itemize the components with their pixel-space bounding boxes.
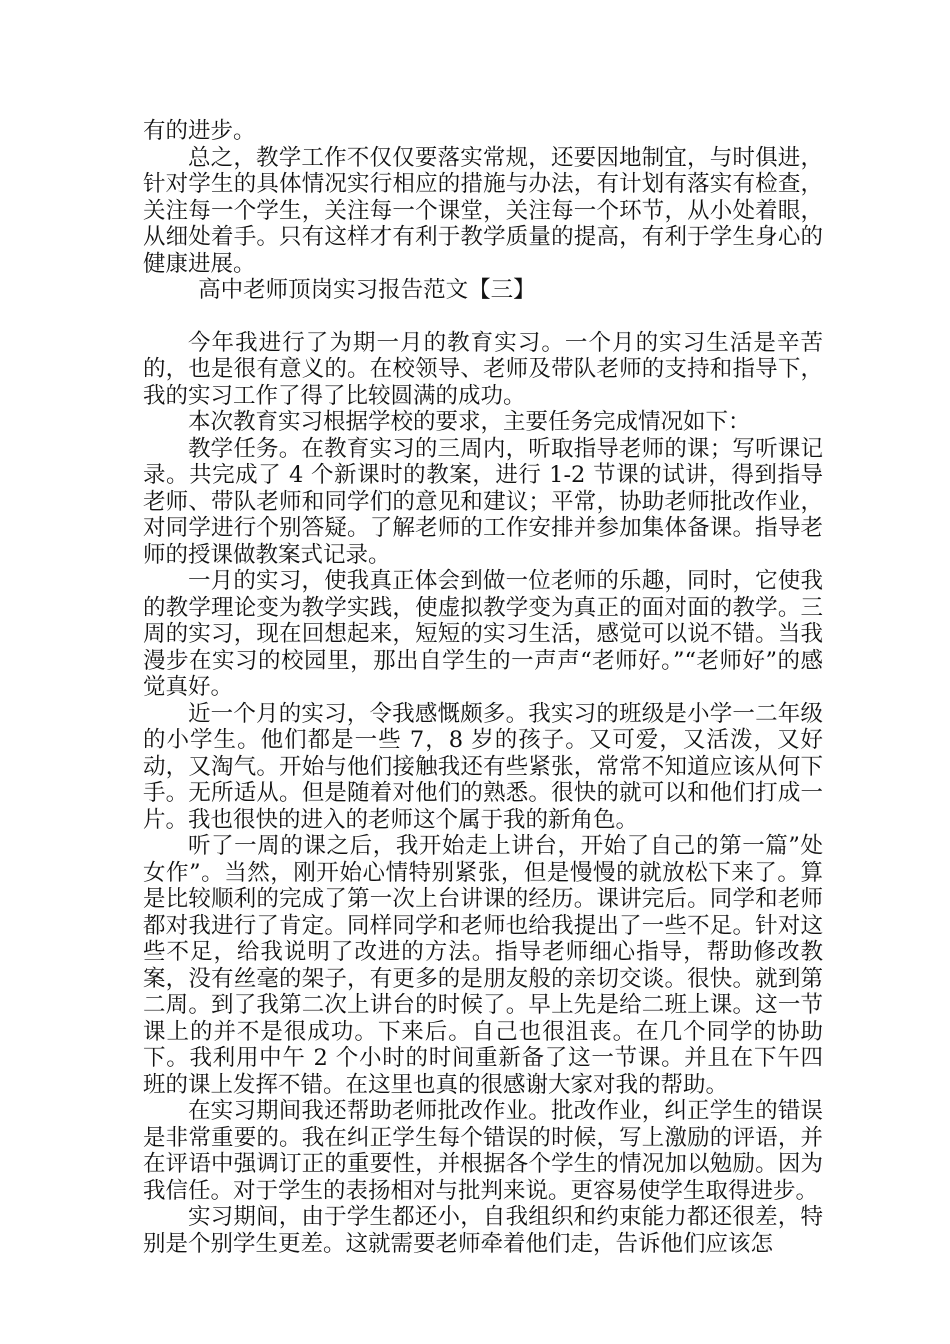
paragraph-class-experience: 近一个月的实习，令我感慨颇多。我实习的班级是小学一二年级的小学生。他们都是一些 7，8 岁的孩子。又可爱，又活泼，又好动，又淘气。开始与他们接触我还有些紧张，常常不知道应该从何下手。无所适从。但是随着对他们的熟悉。很快的就可以和他们打成一片。我也很快的进入的老师这个属于我的新角色。 (143, 700, 823, 833)
paragraph-reflection: 一月的实习，使我真正体会到做一位老师的乐趣，同时，它使我的教学理论变为教学实践，使虚拟教学变为真正的面对面的教学。三周的实习，现在回想起来，短短的实习生活，感觉可以说不错。当我漫步在实习的校园里，那出自学生的一声声“老师好。”“老师好”的感觉真好。 (143, 568, 823, 700)
section-heading: 高中老师顶岗实习报告范文【三】 (198, 277, 536, 303)
paragraph-first-lesson: 听了一周的课之后，我开始走上讲台，开始了自己的第一篇”处女作”。当然，刚开始心情特别紧张，但是慢慢的就放松下来了。算是比较顺利的完成了第一次上台讲课的经历。课讲完后。同学和老师都对我进行了肯定。同样同学和老师也给我提出了一些不足。针对这些不足，给我说明了改进的方法。指导老师细心指导，帮助修改教案，没有丝毫的架子，有更多的是朋友般的亲切交谈。很快。就到第二周。到了我第二次上讲台的时候了。早上先是给二班上课。这一节课上的并不是很成功。下来后。自己也很沮丧。在几个同学的协助下。我利用中午 2 个小时的时间重新备了这一节课。并且在下午四班的课上发挥不错。在这里也真的很感谢大家对我的帮助。 (143, 833, 823, 1098)
paragraph-tasks-lead: 本次教育实习根据学校的要求，主要任务完成情况如下： (188, 409, 751, 435)
paragraph-summary: 总之，教学工作不仅仅要落实常规，还要因地制宜，与时俱进，针对学生的具体情况实行相应的措施与办法，有计划有落实有检查，关注每一个学生，关注每一个课堂，关注每一个环节，从小处着眼，从细处着手。只有这样才有利于教学质量的提高，有利于学生身心的健康进展。 (143, 144, 823, 277)
paragraph-continuation: 有的进步。 (143, 118, 256, 144)
paragraph-grading: 在实习期间我还帮助老师批改作业。批改作业，纠正学生的错误是非常重要的。我在纠正学生每个错误的时候，写上激励的评语，并在评语中强调订正的重要性，并根据各个学生的情况加以勉励。因为我信任。对于学生的表扬相对与批判来说。更容易使学生取得进步。 (143, 1098, 823, 1204)
paragraph-intro: 今年我进行了为期一月的教育实习。一个月的实习生活是辛苦的，也是很有意义的。在校领导、老师及带队老师的支持和指导下，我的实习工作了得了比较圆满的成功。 (143, 329, 823, 409)
paragraph-discipline: 实习期间，由于学生都还小，自我组织和约束能力都还很差，特别是个别学生更差。这就需要老师牵着他们走，告诉他们应该怎 (143, 1204, 823, 1257)
document-body (143, 118, 823, 1257)
paragraph-teaching-tasks: 教学任务。在教育实习的三周内，听取指导老师的课；写听课记录。共完成了 4 个新课时的教案，进行 1-2 节课的试讲，得到指导老师、带队老师和同学们的意见和建议；平常，协助老师批改作业，对同学进行个别答疑。了解老师的工作安排并参加集体备课。指导老师的授课做教案式记录。 (143, 435, 823, 568)
